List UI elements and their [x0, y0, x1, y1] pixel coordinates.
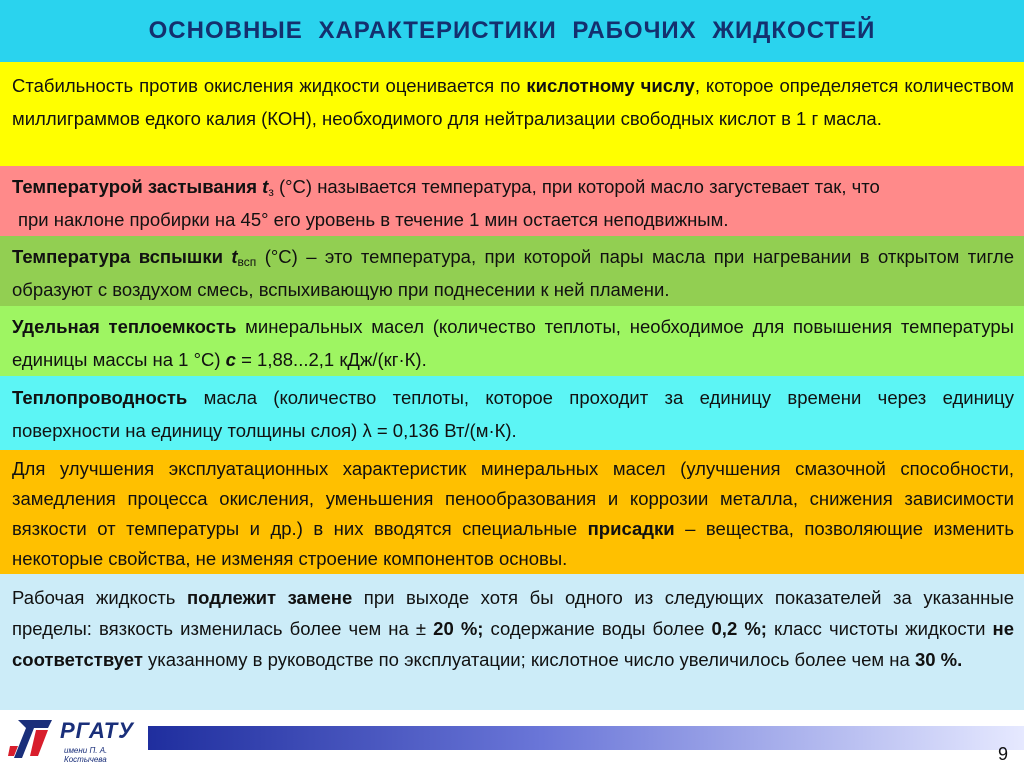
- logo: [8, 716, 148, 764]
- block-replacement: [0, 574, 1024, 710]
- text: = 1,88...2,1 кДж/(кг·К).: [235, 349, 427, 370]
- text: – вещества, позволяющие изменить некоторые свойства, не изменяя строение компонентов основы.: [12, 518, 1014, 569]
- text: (°С) называется температура, при которой масло загустевает так, что: [273, 176, 880, 197]
- logo-text: РГАТУ: [60, 718, 135, 743]
- text: при выходе хотя бы одного из следующих показателей за указанные пределы: вязкость изменилась более чем на ±: [12, 587, 1014, 639]
- symbol-t: t: [262, 176, 269, 197]
- term-replacement: подлежит замене: [186, 587, 353, 608]
- block-additives: [0, 450, 1024, 574]
- block-pour-point: [0, 166, 1024, 236]
- text: масла (количество теплоты, которое проходит за единицу времени через единицу поверхности на единицу толщины слоя) λ = 0,136 Вт/(м·К).: [12, 387, 1014, 441]
- text: содержание воды более: [483, 618, 712, 639]
- symbol-subscript: з: [268, 185, 274, 199]
- value-acid-number: 30 %.: [914, 649, 963, 670]
- term-not-compliant: не соответствует: [12, 618, 1014, 670]
- text: указанному в руководстве по эксплуатации; кислотное число увеличилось более чем на: [142, 649, 915, 670]
- term-heat-capacity: Удельная теплоемкость: [12, 316, 237, 337]
- value-viscosity: 20 %;: [433, 618, 484, 639]
- block-heat-capacity: [0, 306, 1024, 376]
- symbol-t: t: [231, 246, 238, 267]
- rgatu-logo-icon: [8, 716, 58, 762]
- symbol-c: с: [225, 349, 236, 370]
- value-water: 0,2 %;: [711, 618, 767, 639]
- symbol-subscript: всп: [237, 255, 257, 269]
- term-acid-number: кислотному числу: [526, 75, 695, 96]
- text: Стабильность против окисления жидкости оценивается по: [12, 75, 527, 96]
- text: , которое определяется количеством миллиграммов едкого калия (КОН), необходимого для нейтрализации свободных кислот в 1 г масла.: [12, 75, 1014, 129]
- page-title: ОСНОВНЫЕ ХАРАКТЕРИСТИКИ РАБОЧИХ ЖИДКОСТЕЙ: [148, 17, 876, 44]
- footer: [0, 710, 1024, 767]
- term-flash-point: Температура вспышки: [12, 246, 232, 267]
- title-bar: [0, 0, 1024, 62]
- term-thermal-conductivity: Теплопроводность: [12, 387, 188, 408]
- block-thermal-conductivity: [0, 376, 1024, 450]
- text: при наклоне пробирки на 45° его уровень в течение 1 мин остается неподвижным.: [18, 209, 729, 230]
- text: (°С) – это температура, при которой пары масла при нагревании в открытом тигле образуют с воздухом смесь, вспыхивающую при поднесении к ней пламени.: [12, 246, 1014, 300]
- text: класс чистоты жидкости: [766, 618, 993, 639]
- page-number: 9: [997, 744, 1008, 764]
- block-oxidation-stability: [0, 62, 1024, 166]
- footer-gradient-bar: [148, 726, 1024, 750]
- term-pour-point: Температурой застывания: [12, 176, 263, 197]
- block-flash-point: [0, 236, 1024, 306]
- text: минеральных масел (количество теплоты, необходимое для повышения температуры единицы массы на 1 °С): [12, 316, 1014, 370]
- text: Рабочая жидкость: [12, 587, 187, 608]
- term-additives: присадки: [587, 518, 675, 539]
- text: Для улучшения эксплуатационных характеристик минеральных масел (улучшения смазочной способности, замедления процесса окисления, уменьшения пенообразования и коррозии металла, снижения зависимости вязкости от температуры и др.) в них вводятся специальные: [12, 458, 1014, 539]
- logo-subtitle: имени П. А. Костычева: [64, 746, 108, 764]
